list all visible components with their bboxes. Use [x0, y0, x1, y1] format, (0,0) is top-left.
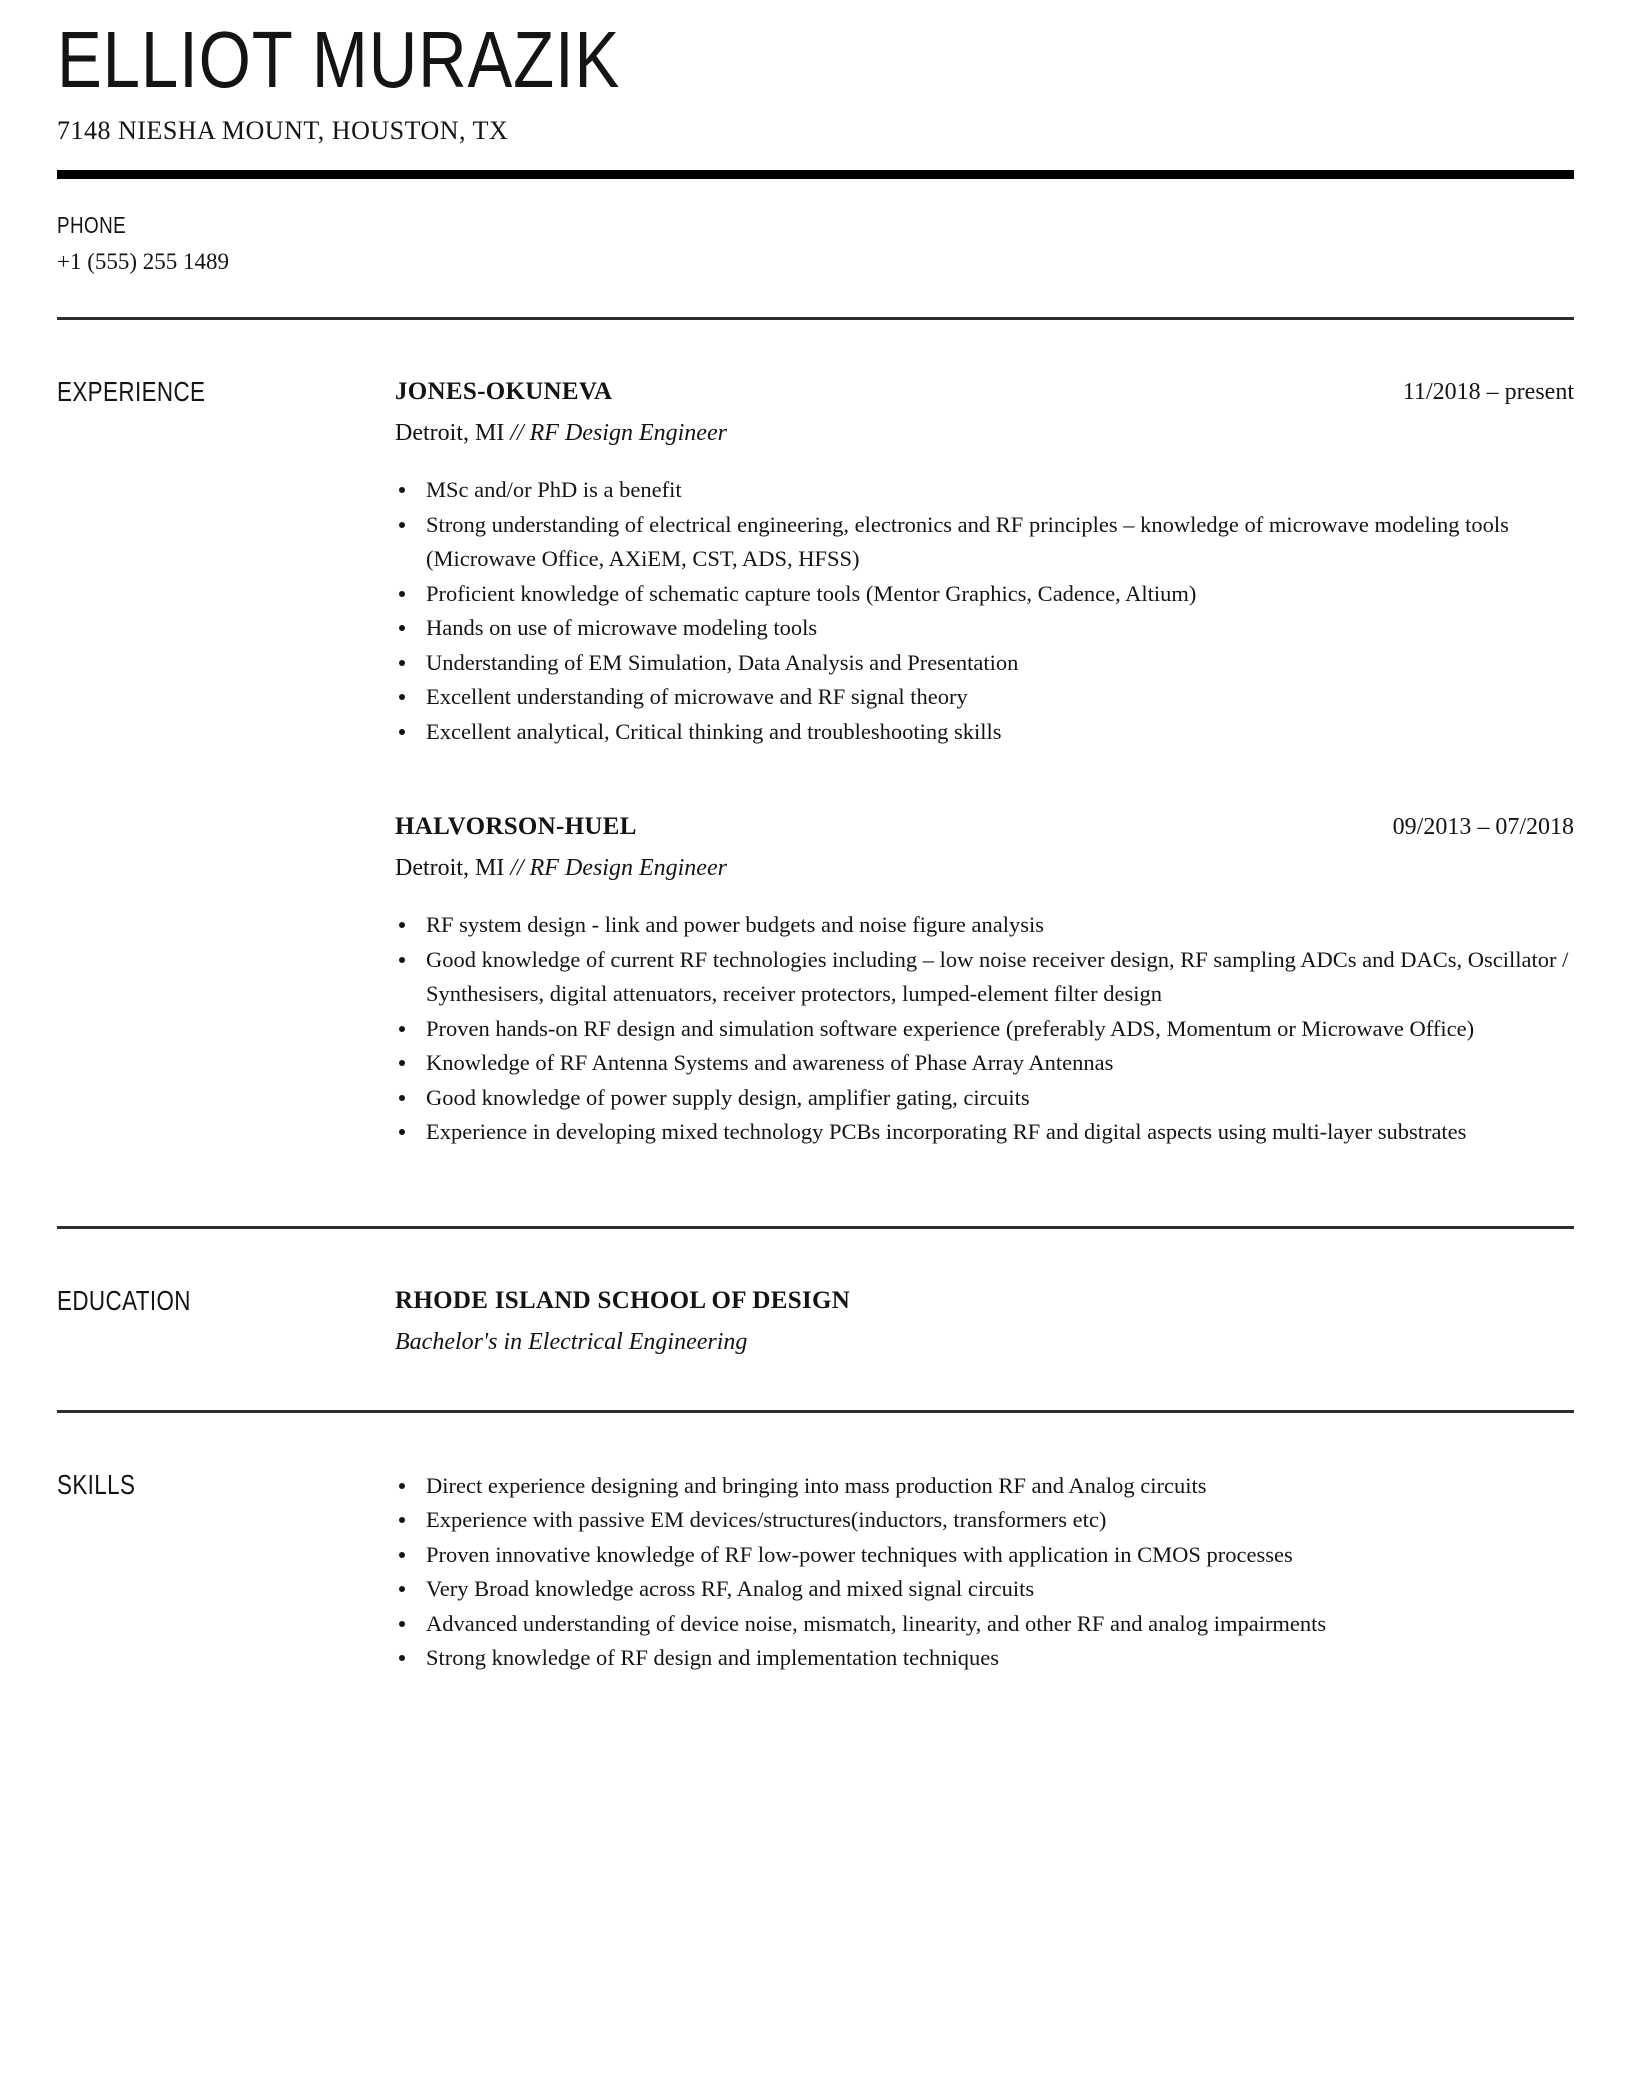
phone-label: PHONE — [57, 212, 127, 238]
job-dates: 09/2013 – 07/2018 — [1392, 814, 1574, 840]
list-item: Direct experience designing and bringing into mass production RF and Analog circuits — [395, 1469, 1574, 1504]
job-header — [395, 376, 1574, 408]
list-item: Strong understanding of electrical engineering, electronics and RF principles – knowledge of microwave modeling tools (Microwave Office, AXiEM, CST, ADS, HFSS) — [395, 508, 1574, 577]
contact-block — [57, 211, 1574, 277]
job-company: HALVORSON-HUEL — [395, 813, 637, 840]
experience-section-label: EXPERIENCE — [57, 376, 206, 407]
education-section — [57, 1229, 1574, 1358]
list-item: RF system design - link and power budgets and noise figure analysis — [395, 908, 1574, 943]
job-entry — [395, 811, 1574, 1150]
skills-section — [57, 1413, 1574, 1676]
job-subtitle — [395, 417, 1574, 449]
list-item: Knowledge of RF Antenna Systems and awareness of Phase Array Antennas — [395, 1046, 1574, 1081]
list-item: Advanced understanding of device noise, mismatch, linearity, and other RF and analog impairments — [395, 1607, 1574, 1642]
candidate-address: 7148 NIESHA MOUNT, HOUSTON, TX — [57, 116, 509, 145]
list-item: MSc and/or PhD is a benefit — [395, 473, 1574, 508]
resume-header — [57, 15, 1574, 179]
list-item: Good knowledge of power supply design, amplifier gating, circuits — [395, 1081, 1574, 1116]
job-company: JONES-OKUNEVA — [395, 378, 613, 405]
job-dates: 11/2018 – present — [1402, 379, 1574, 405]
phone-number: +1 (555) 255 1489 — [57, 249, 230, 274]
list-item: Proven innovative knowledge of RF low-power techniques with application in CMOS processes — [395, 1538, 1574, 1573]
candidate-name: ELLIOT MURAZIK — [57, 15, 621, 104]
list-item: Understanding of EM Simulation, Data Analysis and Presentation — [395, 646, 1574, 681]
skills-content — [395, 1469, 1574, 1676]
job-header — [395, 811, 1574, 843]
experience-content — [395, 376, 1574, 1150]
job-entry — [395, 376, 1574, 749]
list-item: Experience with passive EM devices/structures(inductors, transformers etc) — [395, 1503, 1574, 1538]
education-section-label: EDUCATION — [57, 1284, 191, 1316]
list-item: Hands on use of microwave modeling tools — [395, 611, 1574, 646]
job-location: Detroit, MI — [395, 855, 505, 881]
list-item: Excellent understanding of microwave and RF signal theory — [395, 680, 1574, 715]
job-bullet-list — [395, 473, 1574, 749]
skills-bullet-list — [395, 1469, 1574, 1676]
list-item: Strong knowledge of RF design and implementation techniques — [395, 1641, 1574, 1676]
list-item: Proven hands-on RF design and simulation software experience (preferably ADS, Momentum or Microwave Office) — [395, 1012, 1574, 1047]
education-degree: Bachelor's in Electrical Engineering — [395, 1328, 748, 1355]
list-item: Proficient knowledge of schematic capture tools (Mentor Graphics, Cadence, Altium) — [395, 577, 1574, 612]
list-item: Good knowledge of current RF technologies including – low noise receiver design, RF sampling ADCs and DACs, Oscillator / Synthesisers, digital attenuators, receiver protectors, lumped-element filter design — [395, 943, 1574, 1012]
list-item: Experience in developing mixed technology PCBs incorporating RF and digital aspects using multi-layer substrates — [395, 1115, 1574, 1150]
header-bar-divider — [57, 170, 1574, 179]
list-item: Very Broad knowledge across RF, Analog and mixed signal circuits — [395, 1572, 1574, 1607]
experience-section — [57, 320, 1574, 1150]
job-location: Detroit, MI — [395, 420, 505, 446]
job-role: // RF Design Engineer — [510, 855, 727, 881]
skills-section-label: SKILLS — [57, 1468, 136, 1500]
education-content — [395, 1285, 1574, 1358]
job-role: // RF Design Engineer — [510, 420, 727, 446]
job-bullet-list — [395, 908, 1574, 1150]
education-school: RHODE ISLAND SCHOOL OF DESIGN — [395, 1286, 851, 1314]
job-subtitle — [395, 852, 1574, 884]
list-item: Excellent analytical, Critical thinking and troubleshooting skills — [395, 715, 1574, 750]
